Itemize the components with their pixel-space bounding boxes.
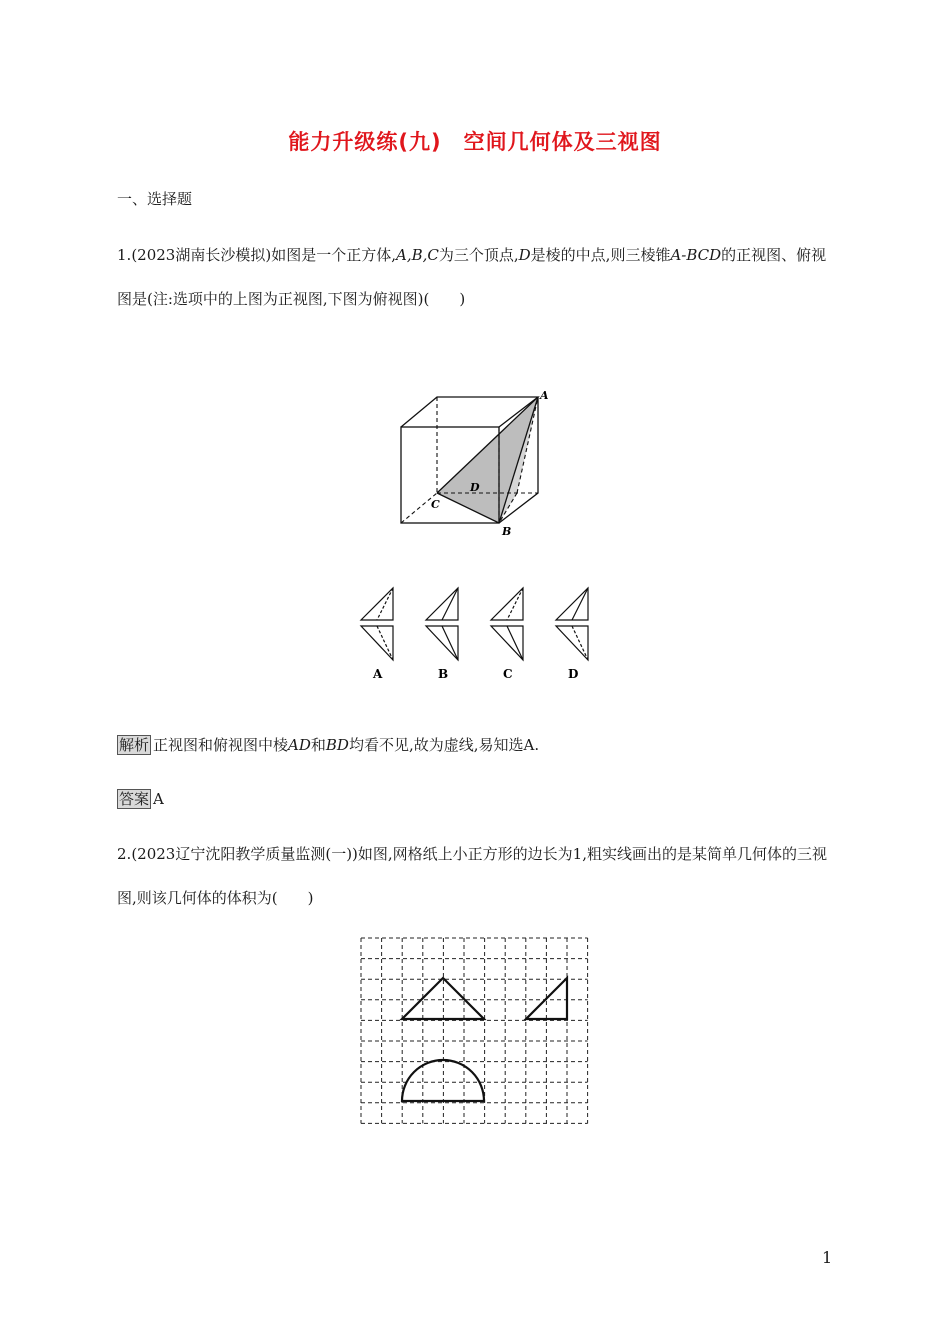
- q1-source: (2023湖南长沙模拟): [131, 246, 272, 264]
- option-b[interactable]: [426, 588, 458, 660]
- q1-text: 如图是一个正方体,: [271, 246, 396, 264]
- option-c-label: C: [503, 667, 513, 681]
- answer-tag: 答案: [119, 790, 150, 808]
- analysis-text: 正视图和俯视图中棱: [153, 736, 289, 754]
- answer-value: A: [153, 790, 164, 808]
- option-a[interactable]: [361, 588, 393, 660]
- analysis-line: [117, 734, 539, 755]
- options-figure: [355, 586, 595, 682]
- q2-number: 2.: [117, 845, 132, 863]
- page-title: 能力升级练(九) 空间几何体及三视图: [288, 130, 662, 154]
- edge-bd: BD: [325, 736, 349, 754]
- q2-text: (2023辽宁沈阳教学质量监测(一))如图,网格纸上小正方形的边长为1,粗实线画出的是某简单几何体的三视图,则该几何体的体积为( ): [117, 845, 827, 907]
- analysis-text: 和: [310, 736, 326, 754]
- analysis-text: 均看不见,故为虚线,易知选A.: [348, 736, 540, 754]
- label-b: B: [502, 525, 512, 538]
- front-view: [402, 978, 484, 1019]
- answer-line: [117, 789, 164, 809]
- q1-text: 是棱的中点,则三棱锥: [530, 246, 671, 264]
- edge-ad: AD: [288, 736, 311, 754]
- label-d: D: [470, 481, 480, 494]
- option-d[interactable]: [556, 588, 588, 660]
- page-number: 1: [822, 1248, 833, 1267]
- question-1: [117, 233, 837, 321]
- q1-text: 的正视图、俯视图是(注:选项中的上图为正视图,下图为俯视图)( ): [117, 246, 827, 308]
- q1-text: 为三个顶点,: [438, 246, 519, 264]
- q1-number: 1.: [117, 246, 132, 264]
- label-a: A: [540, 389, 549, 402]
- question-2: [117, 832, 837, 920]
- analysis-tag: 解析: [119, 736, 150, 754]
- cube-figure: [395, 385, 555, 540]
- grid-figure: [359, 936, 591, 1124]
- label-c: C: [431, 498, 440, 511]
- option-b-label: B: [438, 667, 449, 681]
- option-a-label: A: [373, 667, 383, 681]
- q1-pyramid: A-BCD: [670, 246, 722, 264]
- q1-points: A,B,C: [395, 246, 439, 264]
- option-c[interactable]: [491, 588, 523, 660]
- option-d-label: D: [568, 667, 579, 681]
- section-heading: 一、选择题: [117, 190, 193, 208]
- q1-point-d: D: [518, 246, 531, 264]
- side-view: [526, 978, 567, 1019]
